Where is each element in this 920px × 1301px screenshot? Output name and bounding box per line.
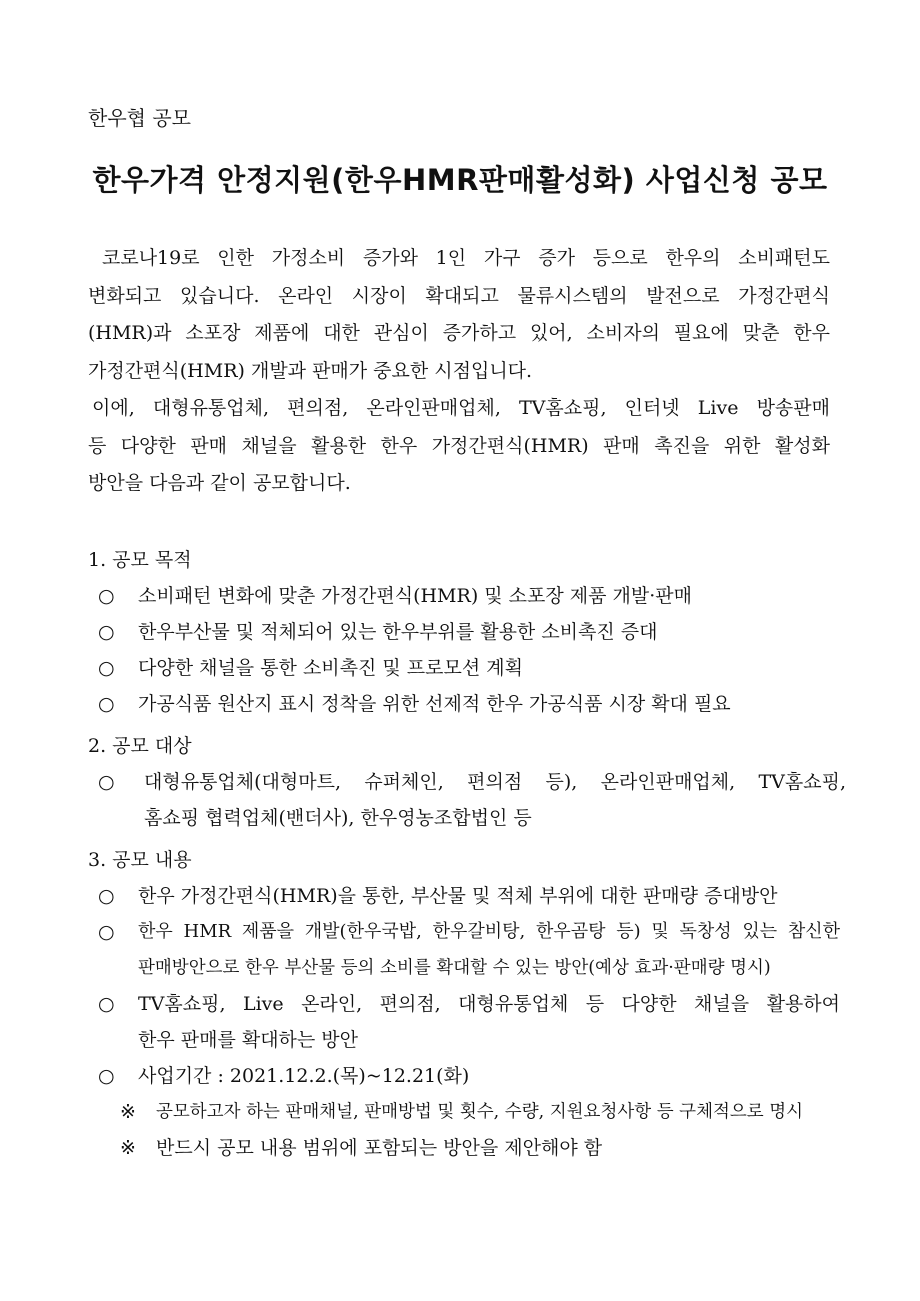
circle-bullet-icon: ○ bbox=[98, 993, 115, 1015]
list-item-text: 사업기간 : 2021.12.2.(목)~12.21(화) bbox=[138, 1065, 470, 1087]
list-item-text: 한우부산물 및 적체되어 있는 한우부위를 활용한 소비촉진 증대 bbox=[138, 621, 658, 643]
list-item bbox=[98, 986, 840, 1058]
circle-bullet-icon: ○ bbox=[98, 885, 115, 907]
circle-bullet-icon: ○ bbox=[98, 921, 115, 943]
circle-bullet-icon: ○ bbox=[98, 771, 115, 793]
list-item-text: 대형유통업체(대형마트, 슈퍼체인, 편의점 등), 온라인판매업체, TV홈쇼핑, bbox=[144, 771, 846, 793]
list-item-text: TV홈쇼핑, Live 온라인, 편의점, 대형유통업체 등 다양한 채널을 활용하여 bbox=[138, 993, 840, 1015]
page-title: 한우가격 안정지원(한우HMR판매활성화) 사업신청 공모 bbox=[92, 163, 828, 197]
list-item bbox=[98, 686, 840, 722]
note-text: 공모하고자 하는 판매채널, 판매방법 및 횟수, 수량, 지원요청사항 등 구체적으로 명시 bbox=[156, 1102, 804, 1122]
intro-line: 코로나19로 인한 가정소비 증가와 1인 가구 증가 등으로 한우의 소비패턴도 bbox=[102, 247, 830, 269]
note-item bbox=[98, 1130, 848, 1166]
section-purpose bbox=[88, 542, 848, 722]
note-text: 반드시 공모 내용 범위에 포함되는 방안을 제안해야 함 bbox=[156, 1137, 603, 1159]
intro-paragraph bbox=[88, 240, 830, 503]
list-item-text: 한우 HMR 제품을 개발(한우국밥, 한우갈비탕, 한우곰탕 등) 및 독창성 있는 참신한 bbox=[138, 921, 840, 942]
intro-line: 이에, 대형유통업체, 편의점, 온라인판매업체, TV홈쇼핑, 인터넷 Live 방송판매 bbox=[92, 397, 830, 419]
list-item bbox=[98, 650, 840, 686]
list-item bbox=[98, 914, 840, 986]
circle-bullet-icon: ○ bbox=[98, 621, 115, 643]
list-item bbox=[98, 878, 840, 914]
notes-list bbox=[88, 1094, 848, 1166]
intro-line: 등 다양한 판매 채널을 활용한 한우 가정간편식(HMR) 판매 촉진을 위한 활성화 bbox=[88, 434, 830, 457]
list-item-text: 한우 가정간편식(HMR)을 통한, 부산물 및 적체 부위에 대한 판매량 증대방안 bbox=[138, 885, 778, 907]
section-target bbox=[88, 728, 848, 836]
list-item bbox=[98, 578, 840, 614]
circle-bullet-icon: ○ bbox=[98, 585, 115, 607]
intro-line: 가정간편식(HMR) 개발과 판매가 중요한 시점입니다. bbox=[88, 359, 533, 382]
organization-label: 한우협 공모 bbox=[88, 106, 191, 130]
intro-line: (HMR)과 소포장 제품에 대한 관심이 증가하고 있어, 소비자의 필요에 맞춘 한우 bbox=[88, 322, 830, 344]
list-item bbox=[98, 764, 846, 836]
circle-bullet-icon: ○ bbox=[98, 657, 115, 679]
list-item-text: 소비패턴 변화에 맞춘 가정간편식(HMR) 및 소포장 제품 개발·판매 bbox=[138, 585, 692, 607]
section-heading: 2. 공모 대상 bbox=[88, 735, 192, 757]
section-heading: 1. 공모 목적 bbox=[88, 549, 192, 571]
reference-mark-icon: ※ bbox=[120, 1101, 136, 1123]
list-item-text: 판매방안으로 한우 부산물 등의 소비를 확대할 수 있는 방안(예상 효과·판매량 명시) bbox=[138, 958, 771, 978]
list-item-text: 한우 판매를 확대하는 방안 bbox=[138, 1029, 359, 1051]
section-content bbox=[88, 842, 848, 1166]
reference-mark-icon: ※ bbox=[120, 1137, 136, 1159]
sections-container bbox=[88, 542, 848, 1172]
note-item bbox=[98, 1094, 848, 1130]
circle-bullet-icon: ○ bbox=[98, 693, 115, 715]
intro-line: 방안을 다음과 같이 공모합니다. bbox=[88, 472, 351, 494]
circle-bullet-icon: ○ bbox=[98, 1065, 115, 1087]
section-heading: 3. 공모 내용 bbox=[88, 849, 192, 871]
list-item-text: 가공식품 원산지 표시 정착을 위한 선제적 한우 가공식품 시장 확대 필요 bbox=[138, 693, 731, 715]
list-item-text: 다양한 채널을 통한 소비촉진 및 프로모션 계획 bbox=[138, 657, 523, 679]
intro-line: 변화되고 있습니다. 온라인 시장이 확대되고 물류시스템의 발전으로 가정간편식 bbox=[88, 284, 830, 307]
list-item bbox=[98, 1058, 840, 1094]
list-item bbox=[98, 614, 840, 650]
list-item-text: 홈쇼핑 협력업체(밴더사), 한우영농조합법인 등 bbox=[144, 807, 532, 829]
